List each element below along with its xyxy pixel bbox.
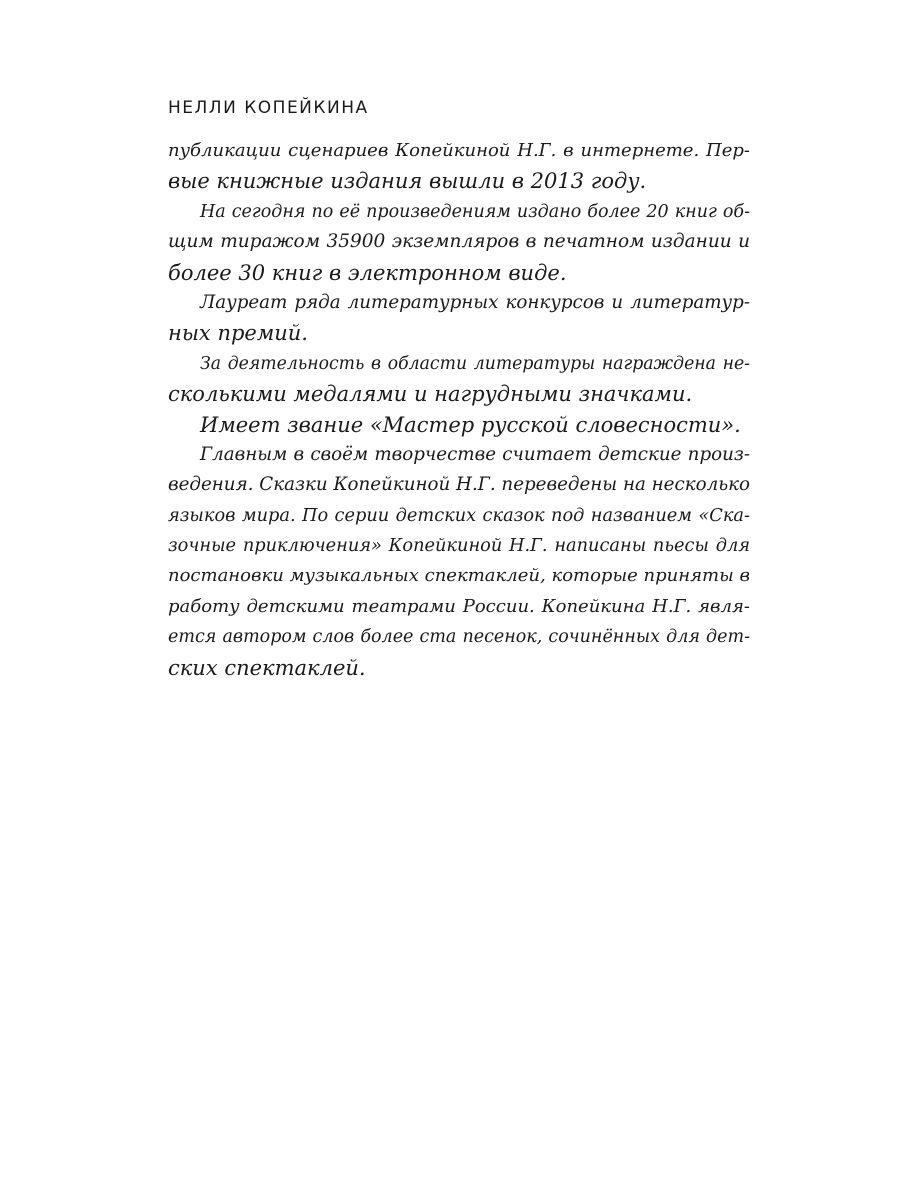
text-line: ведения. Сказки Копейкиной Н.Г. переведены на несколько xyxy=(168,474,751,496)
body-text xyxy=(168,136,750,683)
text-line: ских спектаклей. xyxy=(168,655,366,680)
text-line: более 30 книг в электронном виде. xyxy=(168,260,567,285)
text-line: сколькими медалями и нагрудными значками. xyxy=(168,382,693,407)
text-line: вые книжные издания вышли в 2013 году. xyxy=(168,169,647,194)
text-line: языков мира. По серии детских сказок под названием «Ска- xyxy=(168,505,750,526)
text-line: На сегодня по её произведениям издано более 20 книг об- xyxy=(200,201,750,222)
text-line: работу детскими театрами России. Копейкина Н.Г. явля- xyxy=(168,595,750,617)
text-line: Лауреат ряда литературных конкурсов и литератур- xyxy=(200,291,750,313)
text-line: ется автором слов более ста песенок, сочинённых для дет- xyxy=(168,627,750,648)
text-line: щим тиражом 35900 экземпляров в печатном издании и xyxy=(168,231,750,253)
text-line: Имеет звание «Мастер русской словесности». xyxy=(200,412,741,437)
text-line: зочные приключения» Копейкиной Н.Г. написаны пьесы для xyxy=(168,536,750,557)
running-head-author: НЕЛЛИ КОПЕЙКИНА xyxy=(168,98,369,118)
text-line: ных премий. xyxy=(168,321,308,346)
text-line: публикации сценариев Копейкиной Н.Г. в интернете. Пер- xyxy=(168,140,750,161)
text-line: Главным в своём творчестве считает детские произ- xyxy=(200,443,750,465)
text-line: постановки музыкальных спектаклей, которые приняты в xyxy=(168,565,750,587)
text-line: За деятельность в области литературы награждена не- xyxy=(200,353,750,374)
